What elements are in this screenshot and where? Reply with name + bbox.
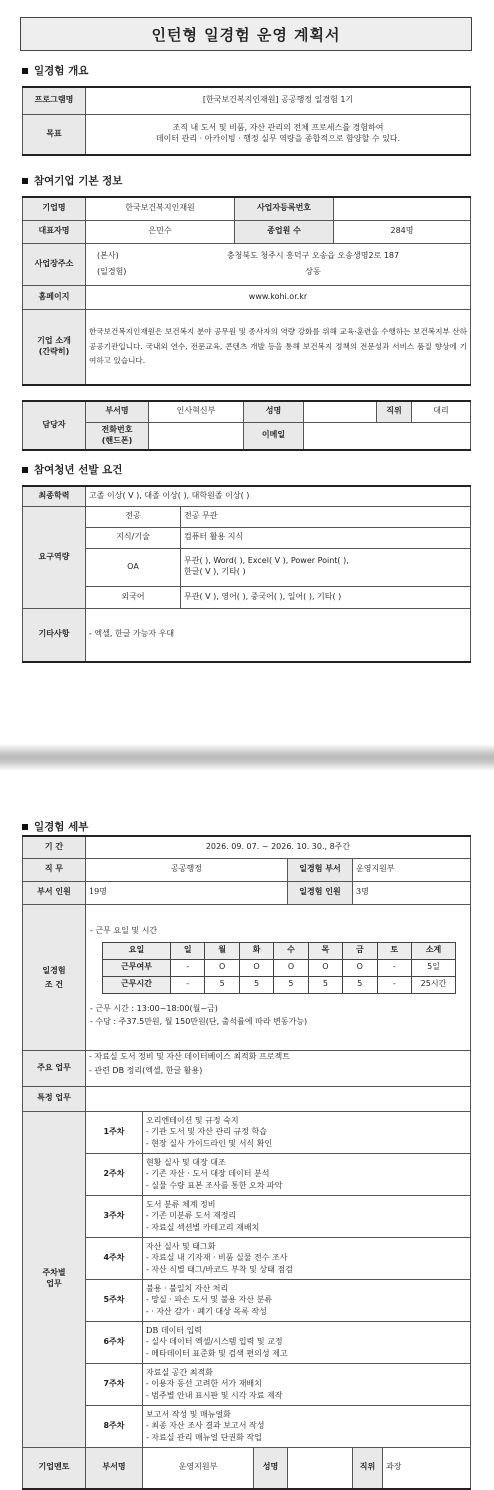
staff-label: 부서 인원 [23,881,86,904]
contact-dept-value: 인사혁신부 [149,401,244,422]
work-time: - 근무 시간 : 13:00~18:00(월~금) [90,1003,218,1013]
section-selection-heading: 참여청년 선발 요건 [22,462,122,477]
week-label: 4주차 [86,1237,143,1279]
week-tasks: 불용 · 불일치 자산 처리 - 망실 · 파손 도서 및 불용 자산 분류 - · 자산 감가 · 폐기 대상 목록 작성 [143,1279,471,1321]
week-label: 7주차 [86,1363,143,1405]
conditions-title: - 근무 요일 및 시간 [90,925,158,935]
company-table [22,196,471,386]
detail-table [22,835,471,1490]
etc-value: - 엑셀, 한글 가능자 우대 [86,608,471,662]
goal-label: 목표 [23,114,86,155]
weekly-label: 주차별 업무 [23,1111,86,1447]
week-tasks: 도서 분류 체계 정비 - 기존 미분류 도서 재정리 - 자료실 섹션별 카테고리 재배치 [143,1195,471,1237]
mentor-name-label: 성명 [254,1447,288,1489]
competency-label: 요구역량 [23,506,86,608]
schedule-header: 월 [205,942,239,959]
schedule-row: 근무여부 - O O O O O - 5일 [103,959,456,976]
contact-label: 담당자 [23,401,86,450]
intro-label: 기업 소개 (간략히) [23,309,86,385]
schedule-row: 근무시간 - 5 5 5 5 5 - 25시간 [103,976,456,993]
schedule-table [102,942,456,994]
employees-label: 종업원 수 [235,220,334,243]
regno-label: 사업자등록번호 [235,197,334,220]
page-2 [0,780,494,1483]
hq-address: 충청북도 청주시 흥덕구 오송읍 오송생명2로 187 [226,250,400,260]
square-bullet-icon [22,467,28,473]
schedule-header: 수 [274,942,308,959]
goal-value: 조직 내 도서 및 비품, 자산 관리의 전체 프로세스를 경험하여 데이터 관리 · 아카이빙 · 행정 실무 역량을 종합적으로 함양할 수 있다. [86,114,471,155]
period-value: 2026. 09. 07. ~ 2026. 10. 30., 8주간 [86,836,471,858]
week-label: 8주차 [86,1405,143,1447]
mentor-dept-label: 부서명 [86,1447,143,1489]
company-name-label: 기업명 [23,197,86,220]
contact-name-label: 성명 [244,401,304,422]
address-label: 사업장주소 [23,243,86,285]
job-label: 직 무 [23,858,86,881]
intern-dept-label: 일경험 부서 [288,858,353,881]
intern-count-label: 일경험 인원 [288,881,353,904]
conditions-label: 일경험 조 건 [23,904,86,1050]
week-tasks: 자산 실사 및 태그화 - 자료실 내 기자재 · 비품 실물 전수 조사 - 자산 식별 태그/바코드 부착 및 상태 점검 [143,1237,471,1279]
intern-count-value: 3명 [353,881,471,904]
homepage-label: 홈페이지 [23,285,86,309]
language-value: 무관( V ), 영어( ), 중국어( ), 일어( ), 기타( ) [181,586,471,608]
week-label: 6주차 [86,1321,143,1363]
mentor-label: 기업멘토 [23,1447,86,1489]
schedule-header: 요일 [103,942,171,959]
special-task-label: 특정 업무 [23,1086,86,1111]
contact-name-value [304,401,377,422]
program-value: [한국보건복지인재원] 공공행정 일경험 1기 [86,87,471,114]
contact-table [22,400,471,451]
main-task-label: 주요 업무 [23,1050,86,1086]
week-tasks: 현황 실사 및 대장 대조 - 기존 자산 · 도서 대장 데이터 분석 - 실물 수량 표본 조사를 통한 오차 파악 [143,1153,471,1195]
address-value: (본사) 충청북도 청주시 흥덕구 오송읍 오송생명2로 187 (일경험) 상동 [86,243,471,285]
schedule-header: 금 [343,942,377,959]
week-tasks: 보고서 작성 및 매뉴얼화 - 최종 자산 조사 결과 보고서 작성 - 자료실 관리 매뉴얼 단권화 작업 [143,1405,471,1447]
ceo-label: 대표자명 [23,220,86,243]
staff-value: 19명 [86,881,288,904]
week-tasks: 오리엔테이션 및 규정 숙지 - 기관 도서 및 자산 관리 규정 학습 - 현장 실사 가이드라인 및 서식 확인 [143,1111,471,1153]
square-bullet-icon [22,68,28,74]
schedule-header: 목 [308,942,342,959]
week-label: 2주차 [86,1153,143,1195]
major-label: 전공 [86,506,181,527]
schedule-header: 소계 [412,942,456,959]
education-value: 고졸 이상( V ), 대졸 이상( ), 대학원졸 이상( ) [86,486,471,506]
intern-dept-value: 운영지원부 [353,858,471,881]
contact-position-label: 직위 [377,401,412,422]
week-tasks: 자료실 공간 최적화 - 이용자 동선 고려한 서가 재배치 - 범주별 안내 표시판 및 시각 자료 제작 [143,1363,471,1405]
site-address: 상동 [305,266,321,276]
job-value: 공공행정 [86,858,288,881]
special-task-value [86,1086,471,1111]
knowledge-value: 컴퓨터 활용 지식 [181,527,471,548]
document-title: 인턴형 일경험 운영 계획서 [20,17,472,51]
contact-email-label: 이메일 [244,422,304,450]
overview-table [22,86,471,156]
week-label: 3주차 [86,1195,143,1237]
mentor-position-value: 과장 [383,1447,471,1489]
contact-dept-label: 부서명 [86,401,149,422]
knowledge-label: 지식/기술 [86,527,181,548]
period-label: 기 간 [23,836,86,858]
section-company-heading: 참여기업 기본 정보 [22,173,122,188]
intro-text: 한국보건복지인재원은 보건복지 분야 공무원 및 종사자의 역량 강화를 위해 교육·훈련을 수행하는 보건복지부 산하 공공기관입니다. 국내외 연수, 전문교육, 콘텐츠 개발 등을 통해 보건복지 정책의 전문성과 서비스 품질 향상에 기여하고 있습니다. [86,309,471,385]
education-label: 최종학력 [23,486,86,506]
oa-label: OA [86,548,181,586]
oa-value: 무관( ), Word( ), Excel( V ), Power Point( ), 한글( V ), 기타( ) [181,548,471,586]
employees-value: 284명 [334,220,471,243]
page-1 [0,0,494,735]
language-label: 외국어 [86,586,181,608]
contact-email-value [304,422,471,450]
ceo-value: 은민수 [86,220,235,243]
contact-phone-label: 전화번호 (핸드폰) [86,422,149,450]
week-label: 5주차 [86,1279,143,1321]
section-detail-heading: 일경험 세부 [22,819,88,834]
contact-position-value: 대리 [412,401,471,422]
schedule-header: 화 [239,942,273,959]
week-tasks: DB 데이터 입력 - 실사 데이터 엑셀/시스템 입력 및 교정 - 메타데이터 표준화 및 검색 편의성 제고 [143,1321,471,1363]
selection-table [22,485,471,663]
mentor-position-label: 직위 [353,1447,383,1489]
page-separator [0,735,494,780]
schedule-header: 토 [377,942,411,959]
program-label: 프로그램명 [23,87,86,114]
etc-label: 기타사항 [23,608,86,662]
main-task-value: - 자료실 도서 정비 및 자산 데이터베이스 최적화 프로젝트 - 관련 DB 정리(엑셀, 한글 활용) [86,1050,471,1086]
section-overview-heading: 일경험 개요 [22,63,88,78]
contact-phone-value [149,422,244,450]
conditions-cell [86,904,471,1050]
regno-value [334,197,471,220]
week-label: 1주차 [86,1111,143,1153]
major-value: 전공 무관 [181,506,471,527]
mentor-dept-value: 운영지원부 [143,1447,254,1489]
pay: - 수당 : 주37.5만원, 월 150만원(단, 출석률에 따라 변동가능) [90,1017,308,1027]
square-bullet-icon [22,824,28,830]
company-name-value: 한국보건복지인재원 [86,197,235,220]
schedule-header: 일 [171,942,205,959]
homepage-value: www.kohi.or.kr [86,285,471,309]
square-bullet-icon [22,178,28,184]
